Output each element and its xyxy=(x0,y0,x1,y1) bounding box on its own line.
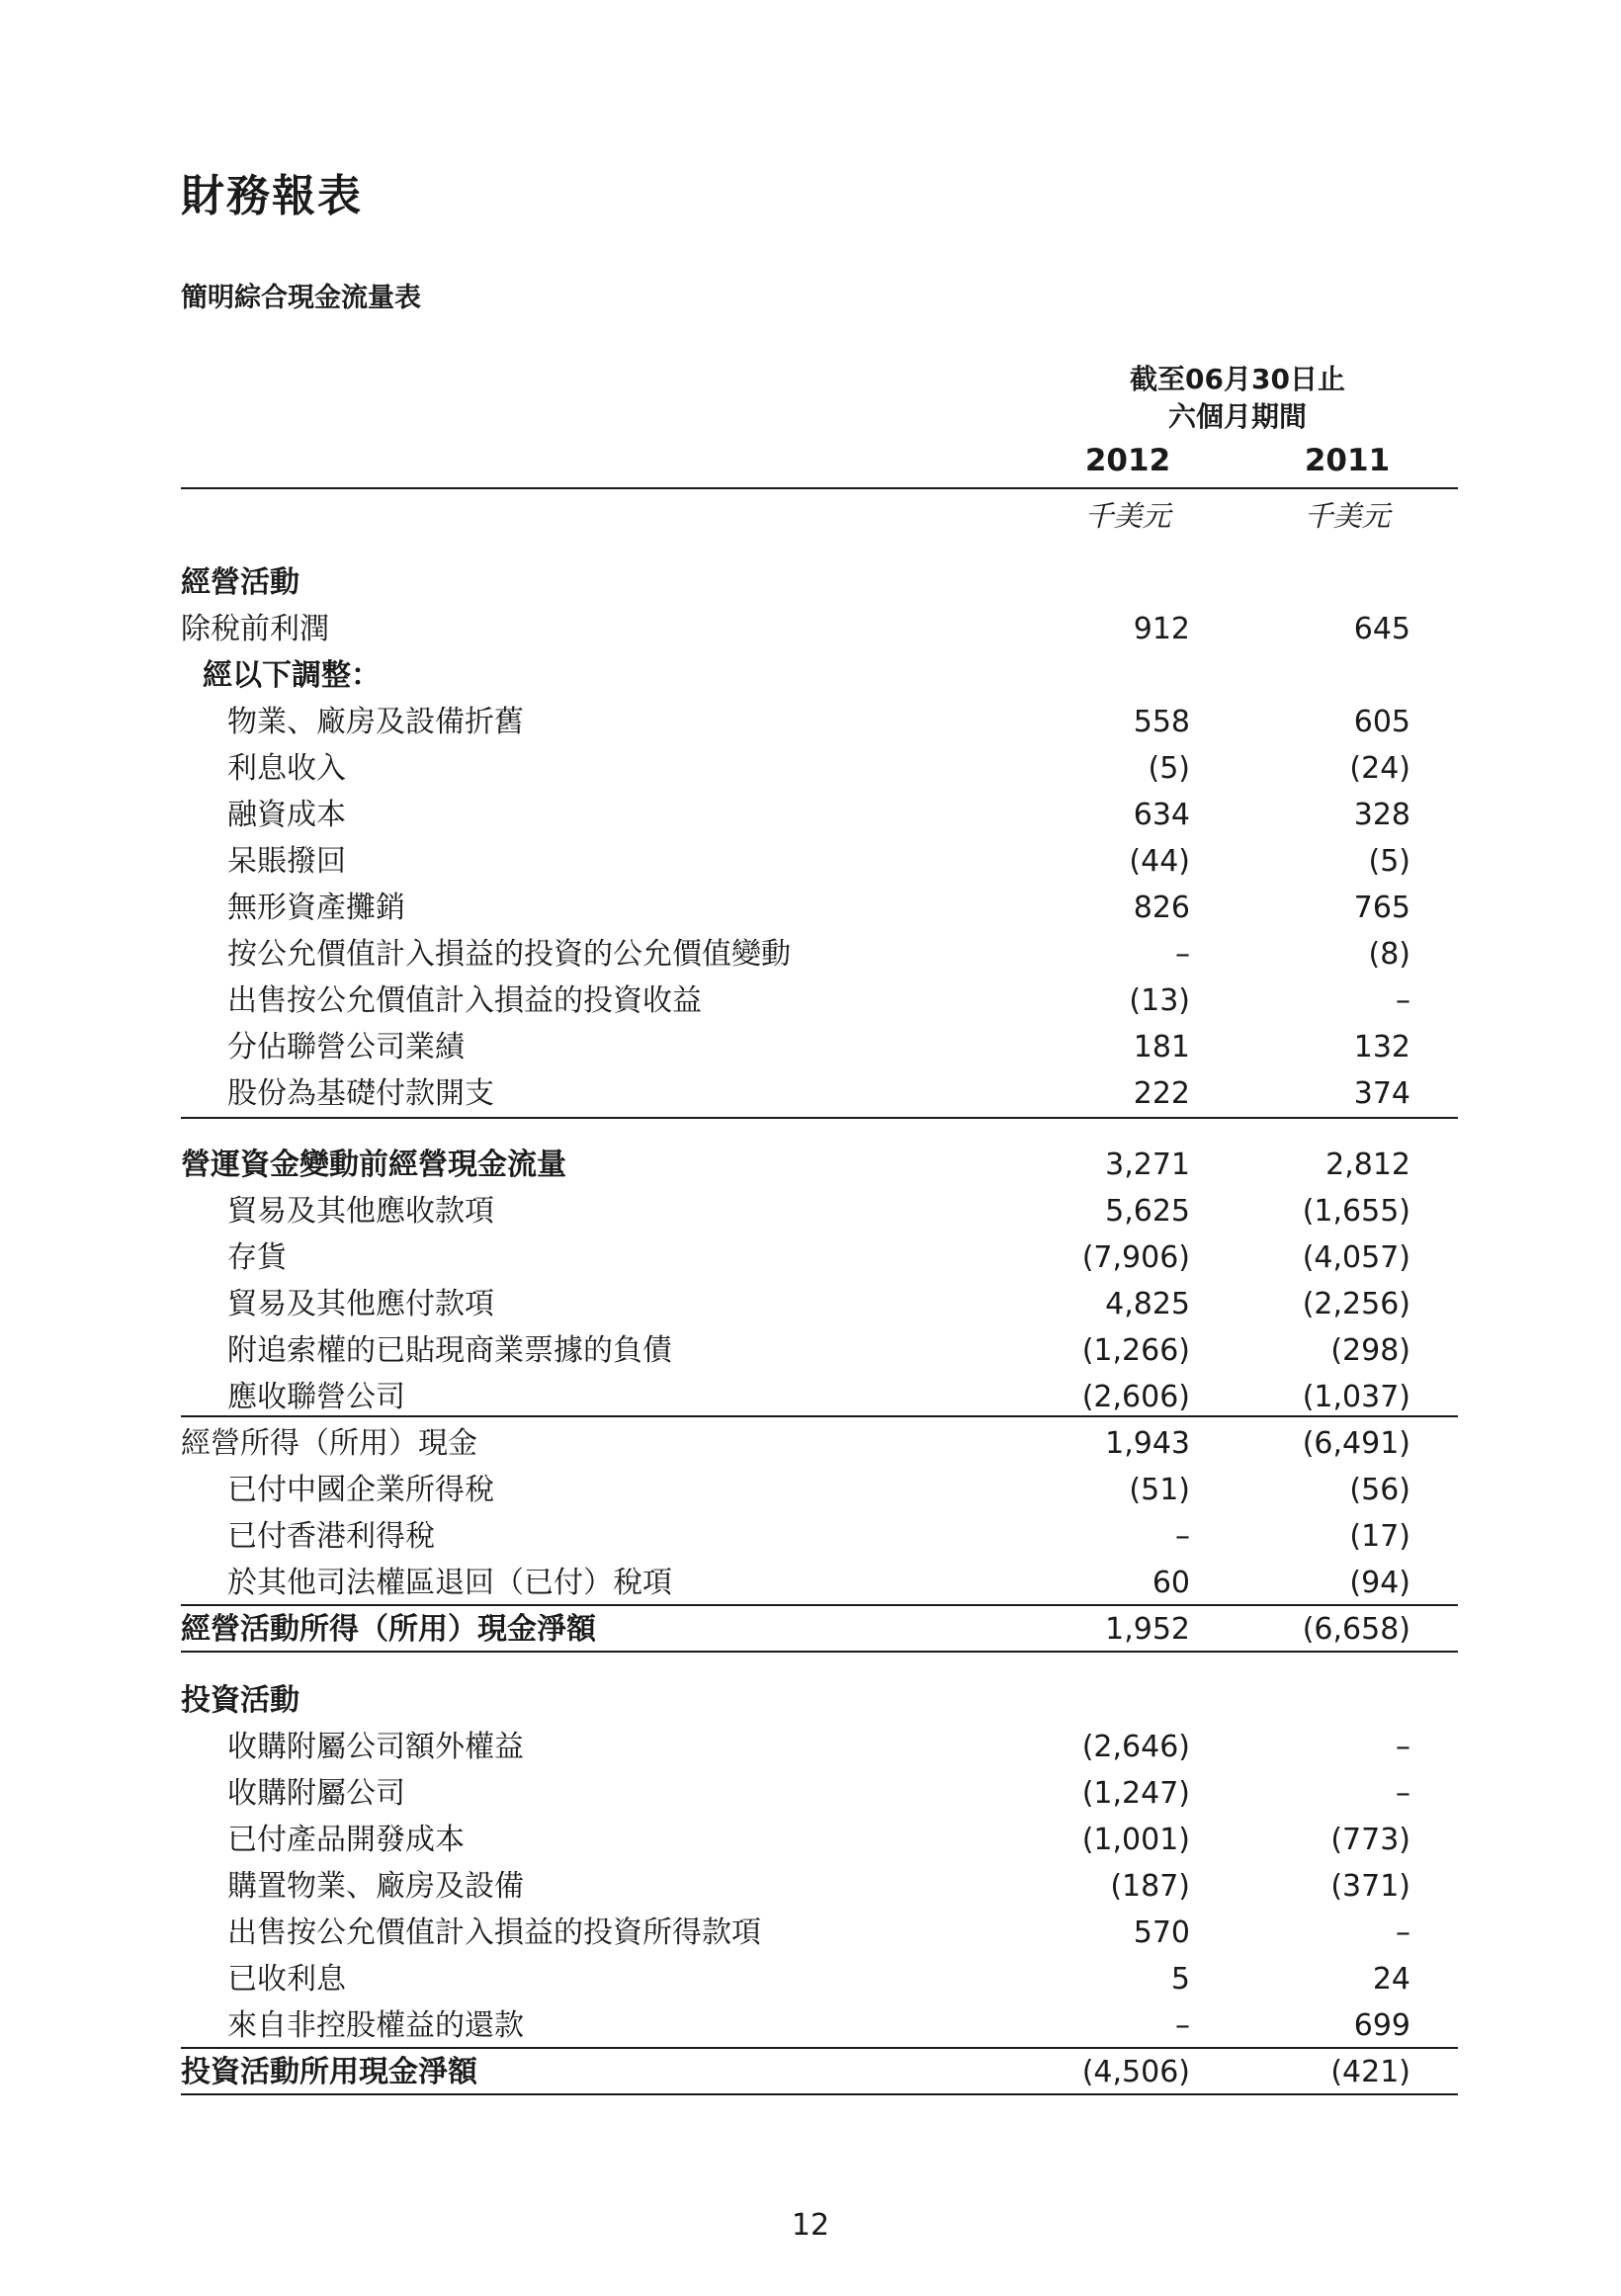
row-label: 附追索權的已貼現商業票據的負債 xyxy=(227,1333,672,1368)
row-label: 收購附屬公司 xyxy=(227,1776,405,1811)
row-label: 利息收入 xyxy=(227,751,346,786)
table-row xyxy=(0,935,1621,975)
table-row xyxy=(0,1146,1621,1185)
table-row xyxy=(0,1867,1621,1907)
value-2011: (2,256) xyxy=(1302,1287,1410,1321)
table-row xyxy=(0,1331,1621,1371)
row-label: 於其他司法權區退回（已付）稅項 xyxy=(227,1566,672,1600)
row-label: 存貨 xyxy=(227,1240,287,1275)
value-2012: – xyxy=(1175,937,1190,972)
table-row xyxy=(0,1378,1621,1417)
section-rule xyxy=(181,2093,1458,2095)
value-2011: 24 xyxy=(1372,1962,1410,1997)
value-2011: (773) xyxy=(1330,1823,1410,1857)
value-2011: (1,655) xyxy=(1302,1194,1410,1229)
table-row xyxy=(0,889,1621,928)
value-2012: – xyxy=(1175,2008,1190,2043)
table-row xyxy=(0,1192,1621,1232)
table-row xyxy=(0,749,1621,789)
value-2011: (4,057) xyxy=(1302,1240,1410,1275)
row-label: 投資活動 xyxy=(181,1683,299,1718)
table-row xyxy=(0,656,1621,696)
value-2011: (6,491) xyxy=(1302,1426,1410,1461)
table-row xyxy=(0,796,1621,835)
period-heading-line2: 六個月期間 xyxy=(1167,400,1307,433)
value-2011: 374 xyxy=(1353,1076,1410,1111)
row-label: 經營活動所得（所用）現金淨額 xyxy=(181,1612,596,1647)
table-row xyxy=(0,1517,1621,1557)
value-2012: 558 xyxy=(1133,705,1190,739)
row-label: 無形資產攤銷 xyxy=(227,891,405,925)
row-label: 貿易及其他應付款項 xyxy=(227,1287,494,1321)
value-2011: (17) xyxy=(1349,1519,1410,1554)
table-row xyxy=(0,1913,1621,1953)
section-rule xyxy=(181,1117,1458,1119)
value-2011: (371) xyxy=(1330,1869,1410,1904)
value-2012: 634 xyxy=(1133,798,1190,832)
value-2012: – xyxy=(1175,1519,1190,1554)
row-label: 經以下調整： xyxy=(203,658,381,693)
value-2011: – xyxy=(1396,1915,1410,1950)
row-label: 出售按公允價值計入損益的投資收益 xyxy=(227,983,702,1018)
table-row xyxy=(0,1028,1621,1067)
row-label: 除稅前利潤 xyxy=(181,612,329,646)
row-label: 呆賬撥回 xyxy=(227,844,346,879)
row-label: 已付香港利得稅 xyxy=(227,1519,435,1554)
table-row xyxy=(0,1960,1621,1999)
value-2012: (13) xyxy=(1129,983,1190,1018)
table-row xyxy=(0,1238,1621,1278)
value-2011: (5) xyxy=(1368,844,1410,879)
value-2012: 4,825 xyxy=(1105,1287,1190,1321)
section-rule xyxy=(181,1651,1458,1653)
value-2011: (298) xyxy=(1330,1333,1410,1368)
value-2012: 912 xyxy=(1133,612,1190,646)
value-2011: 2,812 xyxy=(1325,1148,1410,1182)
section-rule xyxy=(181,1604,1458,1606)
value-2012: 570 xyxy=(1133,1915,1190,1950)
table-row xyxy=(0,1424,1621,1464)
column-year-2011: 2011 xyxy=(1304,443,1391,478)
table-row xyxy=(0,1728,1621,1767)
period-heading-line1: 截至06月30日止 xyxy=(1130,363,1345,395)
value-2012: 1,943 xyxy=(1105,1426,1190,1461)
value-2011: (8) xyxy=(1368,937,1410,972)
value-2012: 181 xyxy=(1133,1030,1190,1064)
value-2011: 645 xyxy=(1353,612,1410,646)
page-number: 12 xyxy=(791,2208,830,2243)
value-2012: (44) xyxy=(1129,844,1190,879)
row-label: 股份為基礎付款開支 xyxy=(227,1076,494,1111)
value-2011: 605 xyxy=(1353,705,1410,739)
value-2012: 5 xyxy=(1170,1962,1190,1997)
row-label: 經營活動 xyxy=(181,565,299,600)
value-2012: 3,271 xyxy=(1105,1148,1190,1182)
value-2011: (94) xyxy=(1349,1566,1410,1600)
value-2011: (1,037) xyxy=(1302,1380,1410,1414)
row-label: 已付產品開發成本 xyxy=(227,1823,465,1857)
table-row xyxy=(0,1681,1621,1721)
table-row xyxy=(0,1774,1621,1814)
value-2012: 1,952 xyxy=(1105,1612,1190,1647)
row-label: 來自非控股權益的還款 xyxy=(227,2008,524,2043)
statement-title: 簡明綜合現金流量表 xyxy=(181,283,421,313)
row-label: 已付中國企業所得稅 xyxy=(227,1473,494,1507)
row-label: 貿易及其他應收款項 xyxy=(227,1194,494,1229)
column-year-2012: 2012 xyxy=(1084,443,1171,478)
value-2012: 5,625 xyxy=(1105,1194,1190,1229)
row-label: 應收聯營公司 xyxy=(227,1380,405,1414)
value-2012: (1,001) xyxy=(1081,1823,1190,1857)
value-2012: (4,506) xyxy=(1081,2055,1190,2089)
header-rule xyxy=(181,487,1458,489)
table-row xyxy=(0,2053,1621,2092)
value-2012: 60 xyxy=(1152,1566,1190,1600)
table-row xyxy=(0,610,1621,649)
row-label: 購置物業、廠房及設備 xyxy=(227,1869,524,1904)
table-row xyxy=(0,1471,1621,1510)
table-row xyxy=(0,2006,1621,2046)
value-2011: – xyxy=(1396,1730,1410,1764)
value-2011: (56) xyxy=(1349,1473,1410,1507)
table-row xyxy=(0,1285,1621,1324)
value-2011: 328 xyxy=(1353,798,1410,832)
table-row xyxy=(0,1564,1621,1603)
table-row xyxy=(0,981,1621,1021)
table-row xyxy=(0,1610,1621,1650)
value-2011: (421) xyxy=(1330,2055,1410,2089)
value-2011: – xyxy=(1396,1776,1410,1811)
row-label: 營運資金變動前經營現金流量 xyxy=(181,1148,566,1182)
value-2011: (24) xyxy=(1349,751,1410,786)
section-rule xyxy=(181,1415,1458,1417)
row-label: 融資成本 xyxy=(227,798,346,832)
value-2012: 826 xyxy=(1133,891,1190,925)
value-2011: (6,658) xyxy=(1302,1612,1410,1647)
value-2011: – xyxy=(1396,983,1410,1018)
table-row xyxy=(0,842,1621,882)
row-label: 已收利息 xyxy=(227,1962,346,1997)
value-2012: 222 xyxy=(1133,1076,1190,1111)
value-2012: (1,247) xyxy=(1081,1776,1190,1811)
section-rule xyxy=(181,2047,1458,2049)
table-row xyxy=(0,1821,1621,1860)
value-2012: (51) xyxy=(1129,1473,1190,1507)
value-2011: 765 xyxy=(1353,891,1410,925)
value-2012: (187) xyxy=(1110,1869,1190,1904)
value-2012: (2,646) xyxy=(1081,1730,1190,1764)
column-unit-2012: 千美元 xyxy=(1084,499,1171,533)
value-2012: (1,266) xyxy=(1081,1333,1190,1368)
row-label: 按公允價值計入損益的投資的公允價值變動 xyxy=(227,937,791,972)
row-label: 物業、廠房及設備折舊 xyxy=(227,705,524,739)
table-row xyxy=(0,1074,1621,1114)
value-2011: 699 xyxy=(1353,2008,1410,2043)
row-label: 收購附屬公司額外權益 xyxy=(227,1730,524,1764)
page-title: 財務報表 xyxy=(181,171,363,221)
table-row xyxy=(0,703,1621,742)
table-row xyxy=(0,563,1621,603)
row-label: 投資活動所用現金淨額 xyxy=(181,2055,477,2089)
row-label: 經營所得（所用）現金 xyxy=(181,1426,477,1461)
value-2011: 132 xyxy=(1353,1030,1410,1064)
value-2012: (7,906) xyxy=(1081,1240,1190,1275)
value-2012: (2,606) xyxy=(1081,1380,1190,1414)
value-2012: (5) xyxy=(1148,751,1190,786)
row-label: 出售按公允價值計入損益的投資所得款項 xyxy=(227,1915,761,1950)
column-unit-2011: 千美元 xyxy=(1304,499,1391,533)
row-label: 分佔聯營公司業績 xyxy=(227,1030,465,1064)
